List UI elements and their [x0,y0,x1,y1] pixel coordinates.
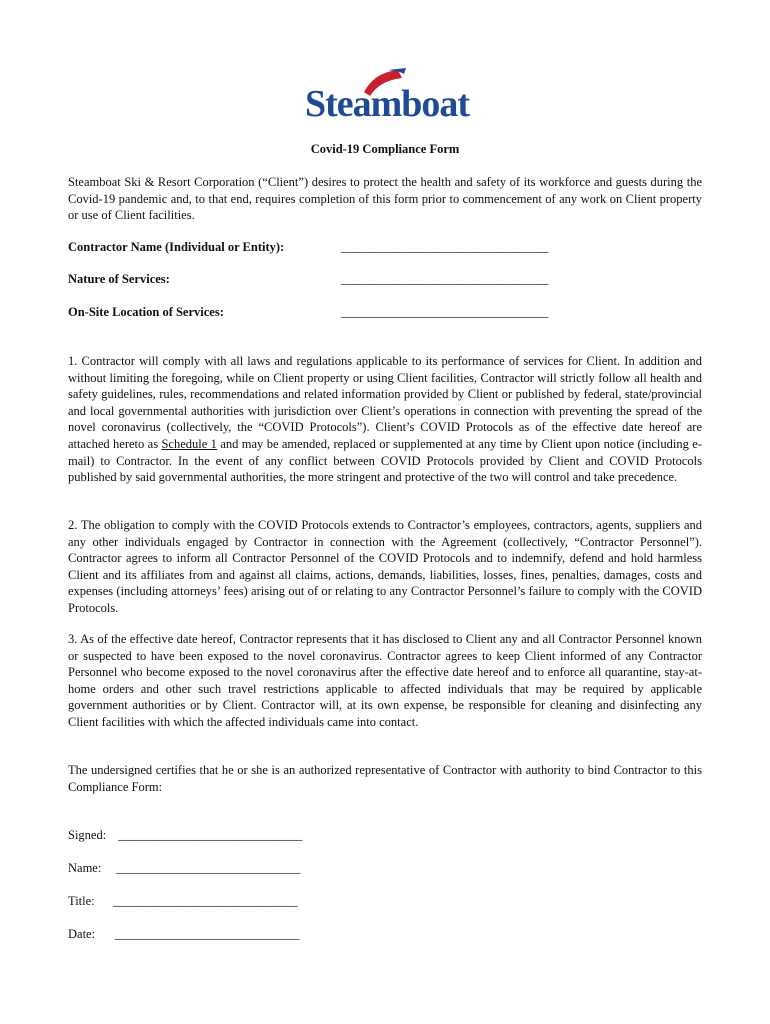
onsite-location-field[interactable] [68,305,702,323]
field-blank-line[interactable]: ____________________________________ [341,305,548,319]
date-line[interactable]: ________________________________ [115,927,299,941]
signed-line[interactable]: ________________________________ [118,828,302,842]
title-label: Title: [68,894,95,908]
clause-3-paragraph: 3. As of the effective date hereof, Contractor represents that it has disclosed to Client any and all Contractor Personnel known or suspected to have been exposed to the novel coronavirus. Contractor agrees to keep Client informed of any Contractor Personnel who become exposed to the novel coronavirus after the effective date hereof and to enforce all quarantine, stay-at-home orders and other such travel restrictions applicable to affected individuals that may be required by applicable government authorities or by Client. Contractor will, at its own expense, be responsible for cleaning and disinfecting any Client facilities with which the affected individuals came into contact. [68,632,702,729]
intro-paragraph: Steamboat Ski & Resort Corporation (“Client”) desires to protect the health and safety of its workforce and guests during the Covid-19 pandemic and, to that end, requires completion of this form prior to commencement of any work on Client property or use of Client facilities. [68,175,702,223]
form-title: Covid-19 Compliance Form [310,142,460,156]
clause-2-paragraph: 2. The obligation to comply with the COVID Protocols extends to Contractor’s employees, contractors, agents, suppliers and any other individuals engaged by Contractor in connection with the Agreement (collectively, “Contractor Personnel”). Contractor agrees to inform all Contractor Personnel of the COVID Protocols and to indemnify, defend and hold harmless Client and its affiliates from and against all claims, actions, demands, liabilities, losses, fines, penalties, damages, costs and expenses (including attorneys’ fees) arising out of or relating to any Contractor Personnel’s failure to comply with the COVID Protocols. [68,518,702,615]
schedule-1-link[interactable]: Schedule 1 [161,436,217,451]
certification-paragraph: The undersigned certifies that he or she is an authorized representative of Contractor with authority to bind Contractor to this Compliance Form: [68,763,702,794]
logo-wordmark: Steamboat [304,83,470,125]
field-label: On-Site Location of Services: [68,305,224,319]
name-label: Name: [68,861,102,875]
field-label: Contractor Name (Individual or Entity): [68,240,285,254]
clause-1-paragraph [68,353,702,486]
clause-1-text: 1. Contractor will comply with all laws and regulations applicable to its performance of services for Client. In addition and without limiting the foregoing, while on Client property or using Client facilities, Contractor will strictly follow all health and safety guidelines, rules, recommendations and related information provided by Client or published by federal, state/provincial and local governmental authorities with jurisdiction over Client’s operations in connection with preventing the spread of the novel coronavirus (collectively, the “COVID Protocols”). Client’s COVID Protocols as of the effective date hereof are attached hereto as [68,354,702,451]
date-label: Date: [68,927,96,941]
field-blank-line[interactable]: ____________________________________ [341,272,548,286]
steamboat-logo [294,68,480,128]
field-label: Nature of Services: [68,272,170,286]
field-blank-line[interactable]: ____________________________________ [341,240,548,254]
signed-label: Signed: [68,828,107,842]
clause-1-text-cont: and may be amended, replaced or supplemented at any time by Client upon notice (including e-mail) to Contractor. In the event of any conflict between COVID Protocols provided by Client and COVID Protocols published by said governmental authorities, the more stringent and protective of the two will control and take precedence. [68,436,702,485]
nature-of-services-field[interactable] [68,272,702,290]
title-line[interactable]: ________________________________ [113,894,297,908]
name-line[interactable]: ________________________________ [116,861,300,875]
contractor-name-field[interactable] [68,240,702,258]
